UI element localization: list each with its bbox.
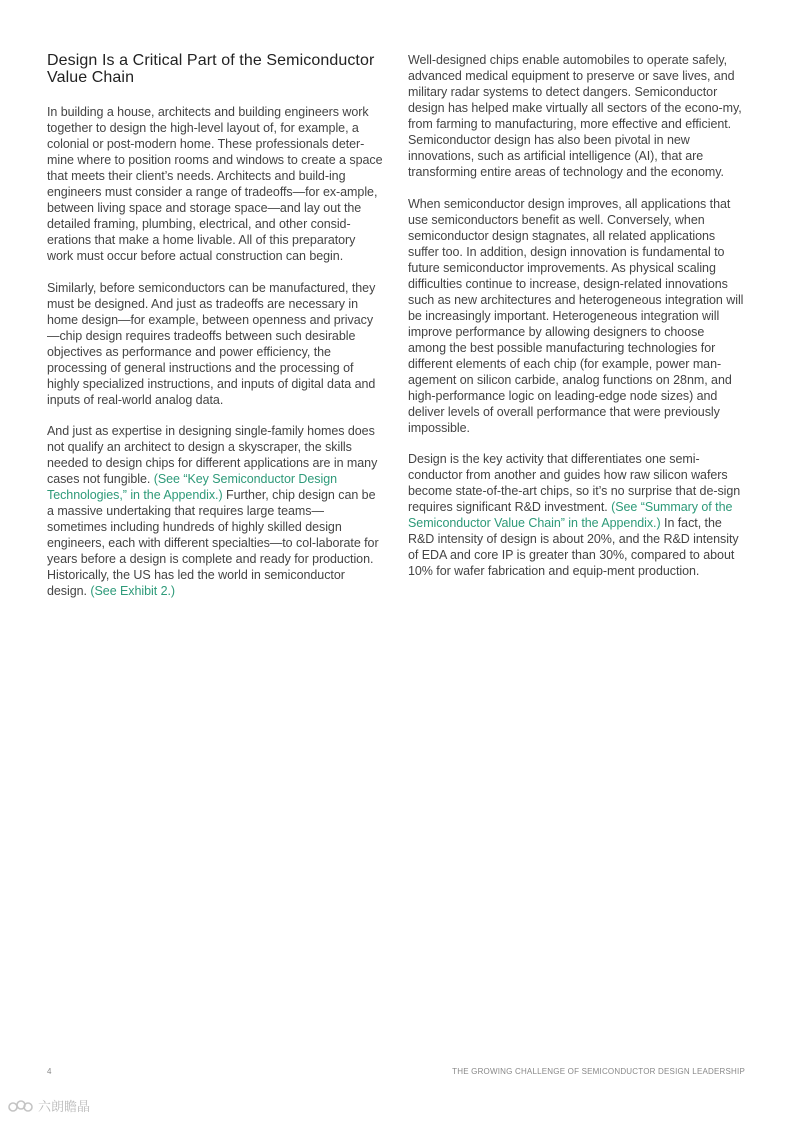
paragraph-text: When semiconductor design improves, all applications that use semiconductors benefit as well. Conversely, when semiconductor design stagnates, all related applications suffer too. In addition, design innovation is fundamental to future semiconductor improvements. As physical scaling difficulties continue to increase, design-related innovations such as new architectures and heterogeneous integration will be increasingly important. Heterogeneous integration will improve performance by allowing designers to choose among the best possible manufacturing technologies for different elements of each chip (for example, power man-agement on silicon carbide, analog functions on 28nm, and high-performance logic on leading-edge node sizes) and deliver levels of overall performance that were previously impossible. — [408, 196, 744, 435]
right-column — [408, 52, 744, 595]
page-number: 4 — [47, 1067, 52, 1076]
appendix-reference-link[interactable]: (See “Key Semiconductor Design Technologies,” in the Appendix.) — [47, 472, 338, 502]
left-paragraphs — [47, 104, 383, 599]
body-paragraph — [47, 280, 383, 408]
paragraph-text: Similarly, before semiconductors can be manufactured, they must be designed. And just as tradeoffs are necessary in home design—for example, between openness and privacy—chip design requires tradeoffs between such desirable objectives as performance and power efficiency, the processing of general instructions and the processing of highly specialized instructions, and inputs of digital data and inputs of real-world analog data. — [47, 280, 376, 407]
body-paragraph — [47, 423, 383, 599]
paragraph-text: In building a house, architects and building engineers work together to design the high-level layout of, for example, a colonial or post-modern home. These professionals deter-mine where to position rooms and windows to create a space that meets their client’s needs. Architects and build-ing engineers must consider a range of tradeoffs—for ex-ample, between living space and storage space—and lay out the detailed framing, plumbing, electrical, and other consid-erations that make a home livable. All of this preparatory work must occur before actual construction can begin. — [47, 105, 383, 263]
body-paragraph — [408, 52, 744, 180]
logo-icon — [8, 1098, 34, 1114]
body-paragraph — [408, 196, 744, 436]
appendix-reference-link[interactable]: (See “Summary of the Semiconductor Value Chain” in the Appendix.) — [408, 500, 733, 530]
paragraph-text: And just as expertise in designing single-family homes does not qualify an architect to design a skyscraper, the skills needed to design chips for different applications are in many cases not fungible. — [47, 424, 378, 486]
paragraph-text: Well-designed chips enable automobiles to operate safely, advanced medical equipment to preserve or save lives, and military radar systems to detect dangers. Semiconductor design has helped make virtually all sectors of the econo-my, from farming to manufacturing, more effective and efficient. Semiconductor design has also been pivotal in new innovations, such as artificial intelligence (AI), that are transforming entire areas of technology and the economy. — [408, 53, 742, 179]
watermark — [8, 1096, 90, 1115]
paragraph-text: Further, chip design can be a massive undertaking that requires large teams—sometimes including hundreds of highly skilled design engineers, each with different specialties—to col-laborate for years before a design is complete and ready for production. Historically, the US has led the world in semiconductor design. — [47, 488, 379, 598]
body-paragraph — [47, 104, 383, 264]
section-heading: Design Is a Critical Part of the Semiconductor Value Chain — [47, 52, 375, 86]
right-paragraphs — [408, 52, 744, 579]
watermark-text: 六朗瞻晶 — [38, 1099, 91, 1114]
paragraph-text: In fact, the R&D intensity of design is about 20%, and the R&D intensity of EDA and core IP is greater than 30%, compared to about 10% for wafer fabrication and equip-ment production. — [408, 516, 739, 578]
appendix-reference-link[interactable]: (See Exhibit 2.) — [90, 584, 176, 598]
paragraph-text: Design is the key activity that differentiates one semi-conductor from another and guides how raw silicon wafers become state-of-the-art chips, so it’s no surprise that de-sign requires significant R&D investment. — [408, 452, 741, 514]
body-paragraph — [408, 451, 744, 579]
left-column — [47, 52, 383, 615]
footer-title: THE GROWING CHALLENGE OF SEMICONDUCTOR DESIGN LEADERSHIP — [452, 1067, 745, 1076]
